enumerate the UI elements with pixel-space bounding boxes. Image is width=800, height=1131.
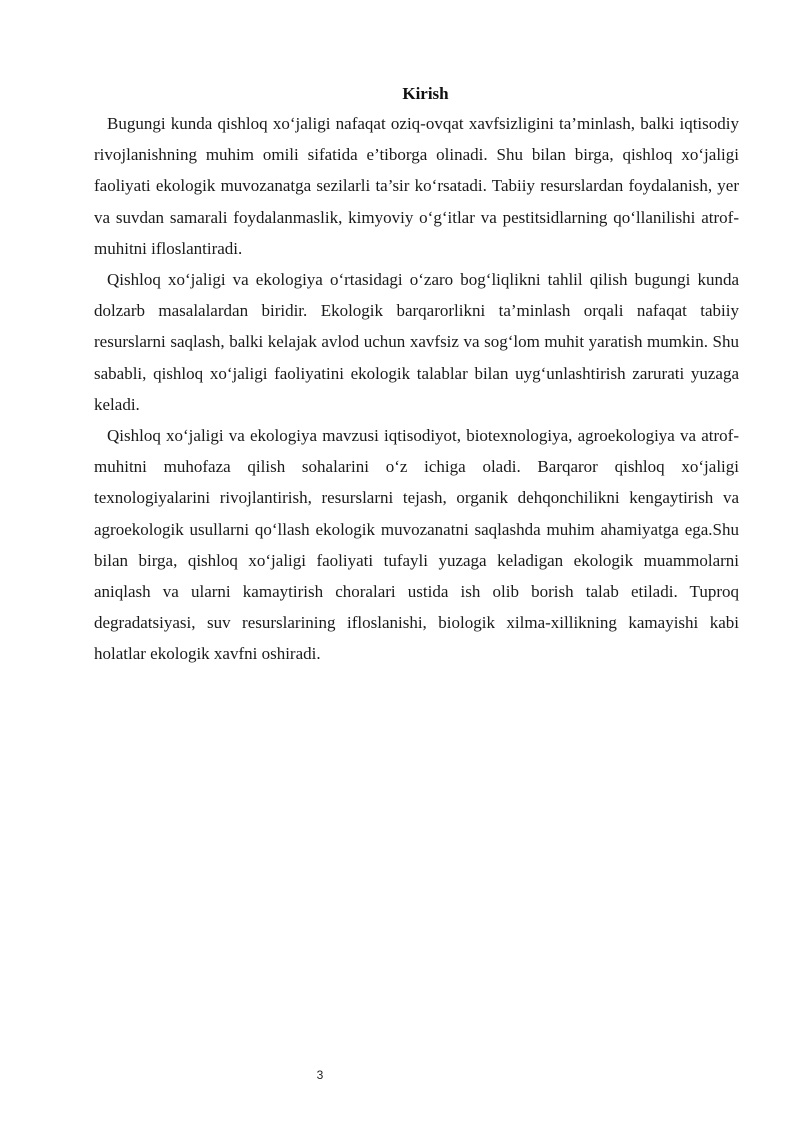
- page-title: Kirish: [402, 84, 449, 103]
- paragraph-3: Qishloq xo‘jaligi va ekologiya mavzusi iqtisodiyot, biotexnologiya, agroekologiya va atrof-muhitni muhofaza qilish sohalarini o‘z ichiga oladi. Barqaror qishloq xo‘jaligi texnologiyalarini rivojlantirish, resurslarni tejash, organik dehqonchilikni kengaytirish va agroekologik usullarni qo‘llash ekologik muvozanatni saqlashda muhim ahamiyatga ega.Shu bilan birga, qishloq xo‘jaligi faoliyati tufayli yuzaga keladigan ekologik muammolarni aniqlash va ularni kamaytirish choralari ustida ish olib borish talab etiladi. Tuproq degradatsiyasi, suv resurslarining ifloslanishi, biologik xilma-xillikning kamayishi kabi holatlar ekologik xavfni oshiradi.: [94, 426, 739, 664]
- page-number: 3: [316, 1068, 324, 1082]
- paragraph-2: Qishloq xo‘jaligi va ekologiya o‘rtasidagi o‘zaro bog‘liqlikni tahlil qilish bugungi kunda dolzarb masalalardan biridir. Ekologik barqarorlikni ta’minlash orqali nafaqat tabiiy resurslarni saqlash, balki kelajak avlod uchun xavfsiz va sog‘lom muhit yaratish mumkin. Shu sababli, qishloq xo‘jaligi faoliyatini ekologik talablar bilan uyg‘unlashtirish zarurati yuzaga keladi.: [94, 270, 739, 414]
- paragraph-1: Bugungi kunda qishloq xo‘jaligi nafaqat oziq-ovqat xavfsizligini ta’minlash, balki iqtisodiy rivojlanishning muhim omili sifatida e’tiborga olinadi. Shu bilan birga, qishloq xo‘jaligi faoliyati ekologik muvozanatga sezilarli ta’sir ko‘rsatadi. Tabiiy resurslardan foydalanish, yer va suvdan samarali foydalanmaslik, kimyoviy o‘g‘itlar va pestitsidlarning qo‘llanilishi atrof-muhitni ifloslantiradi.: [94, 114, 739, 258]
- document-body: [94, 80, 739, 670]
